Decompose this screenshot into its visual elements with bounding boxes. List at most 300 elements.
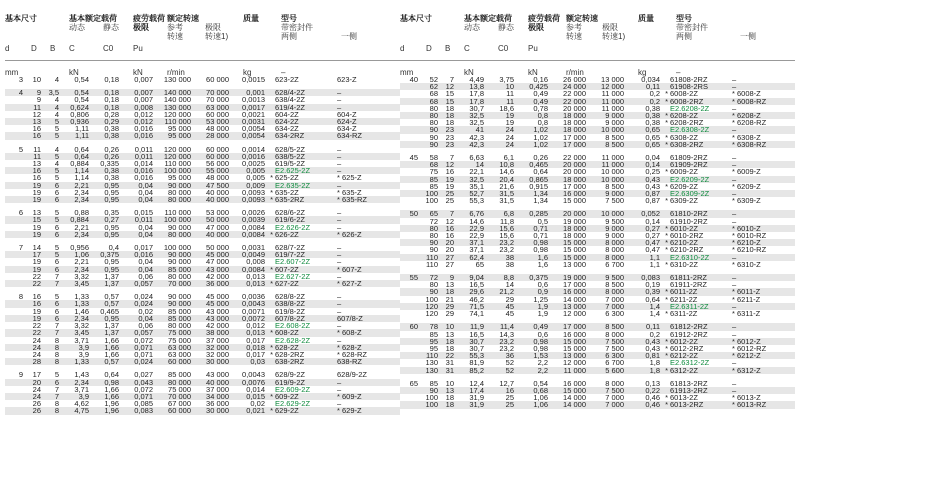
cell-Pu: 0,5 <box>537 217 548 225</box>
cell-Pu: 0,072 <box>134 336 153 344</box>
cell-Pu: 1,25 <box>533 295 548 303</box>
cell-Pu: 0,04 <box>121 266 155 273</box>
cell-d <box>400 105 420 112</box>
cell-D: 28 <box>25 358 43 365</box>
cell-marker <box>267 96 275 103</box>
cell-d <box>400 401 420 408</box>
cell-D: 90 <box>420 239 440 246</box>
cell-designation-1side: * 627-Z <box>337 280 400 287</box>
cell-d <box>5 174 25 181</box>
table-row <box>400 105 795 112</box>
table-row <box>5 111 400 118</box>
cell-Pu: 0,78 <box>533 104 548 113</box>
cell-D: 100 <box>425 295 438 303</box>
cell-C0: 29 <box>505 295 514 303</box>
cell-designation-2side: E2.6309-2Z <box>670 190 732 197</box>
cell-Pu: 0,71 <box>516 225 550 232</box>
cell-lim-speed: 37 000 <box>206 336 229 344</box>
cell-mass: 0,013 <box>231 280 267 287</box>
cell-C: 0,64 <box>74 145 89 153</box>
cell-d <box>400 310 420 317</box>
cell-lim-speed: 47 500 <box>193 182 231 189</box>
cell-d <box>400 98 420 105</box>
cell-lim-speed: 53 000 <box>193 118 231 125</box>
cell-designation-2side: E2.608-2Z <box>275 322 311 330</box>
cell-ref-speed: 17 000 <box>563 182 586 191</box>
cell-ref-speed: 80 000 <box>168 272 191 281</box>
cell-Pu: 0,04 <box>121 196 155 203</box>
cell-Pu: 0,072 <box>134 385 153 393</box>
cell-B: 8 <box>43 358 61 365</box>
cell-C0: 0,335 <box>100 160 119 168</box>
table-row <box>5 96 400 103</box>
cell-C0: 45 <box>486 303 516 310</box>
cell-B: 5 <box>43 251 61 258</box>
cell-d <box>5 111 25 118</box>
cell-C0: 0,95 <box>91 196 121 203</box>
cell-marker <box>662 76 670 83</box>
basic-dims-label: 基本尺寸 <box>5 14 37 23</box>
cell-mass: 0,2 <box>649 90 660 98</box>
cell-C0: 0,57 <box>91 300 121 307</box>
cell-D: 95 <box>429 344 438 353</box>
cell-Pu: 0,007 <box>134 76 153 84</box>
table-row <box>400 83 795 90</box>
cell-lim-speed: 10 000 <box>601 168 624 176</box>
cell-D: 19 <box>25 315 43 322</box>
cell-Pu: 0,98 <box>533 344 548 353</box>
cell-ref-speed: 130 000 <box>163 76 191 84</box>
cell-ref-speed: 17 000 <box>563 133 586 141</box>
cell-marker <box>662 281 670 288</box>
cell-B: 5 <box>54 174 59 182</box>
cell-C: 31,9 <box>469 394 484 402</box>
cell-lim-speed: 8 500 <box>605 133 624 141</box>
cell-mass: 0,46 <box>626 401 662 408</box>
cell-mass: 0,65 <box>645 133 660 141</box>
cell-d <box>400 161 420 168</box>
cell-C0: 15,6 <box>486 225 516 232</box>
cell-ref-speed: 24 000 <box>550 83 588 90</box>
table-row <box>5 174 400 181</box>
table-row <box>5 216 400 223</box>
cell-lim-speed: 7 000 <box>605 394 624 402</box>
cell-Pu: 1,06 <box>533 394 548 402</box>
cell-Pu: 0,375 <box>516 274 550 281</box>
cell-mass: 0,47 <box>626 239 662 246</box>
cell-C0: 12,7 <box>499 379 514 387</box>
cell-Pu: 0,016 <box>121 167 155 174</box>
col-d: d <box>5 44 10 53</box>
cell-D: 130 <box>425 359 438 367</box>
cell-C: 0,64 <box>61 153 91 160</box>
cell-B: 5 <box>43 216 61 223</box>
cell-designation-1side: – <box>337 216 400 223</box>
cell-lim-speed: 7 500 <box>605 344 624 353</box>
cell-designation-2side: 61911-2RZ <box>670 281 707 289</box>
cell-designation-2side: 6310-2Z <box>670 260 698 269</box>
cell-designation-1side: * 6011-Z <box>732 288 795 295</box>
cell-designation-2side: 61812-2RZ <box>670 323 732 330</box>
cell-C: 81,9 <box>469 359 484 367</box>
cell-d <box>5 300 25 307</box>
cell-B: 7 <box>54 385 59 393</box>
cell-Pu: 0,8 <box>537 119 548 127</box>
cell-designation-2side: 6211-2Z <box>670 295 698 303</box>
cell-designation-1side: 623-Z <box>337 76 357 84</box>
cell-B: 8 <box>54 400 59 408</box>
cell-Pu: 0,015 <box>134 209 153 217</box>
table-row <box>5 118 400 125</box>
cell-C: 1,14 <box>61 167 91 174</box>
cell-B: 18 <box>440 112 456 119</box>
cell-mass: 0,005 <box>231 167 267 174</box>
cell-Pu: 0,024 <box>121 300 155 307</box>
cell-Pu: 0,98 <box>533 246 548 254</box>
cell-designation-1side: – <box>337 307 342 315</box>
cell-designation-2side: 6010-2Z <box>670 225 732 232</box>
cell-C0: 20,4 <box>486 176 516 183</box>
cell-D: 110 <box>426 260 438 269</box>
cell-D: 9 <box>36 96 41 104</box>
cell-designation-2side: 6013-2RZ <box>670 401 732 408</box>
cell-marker <box>267 118 275 125</box>
table-row <box>5 386 400 393</box>
cell-mass: 0,0071 <box>242 307 265 315</box>
table-row <box>5 337 400 344</box>
unit-dash: – <box>281 68 286 77</box>
table-row <box>400 76 795 83</box>
cell-designation-1side: * 6208-Z <box>732 112 795 119</box>
cell-designation-2side: 619/5-2Z <box>275 160 306 168</box>
cell-C0: 1,66 <box>104 385 119 393</box>
cell-designation-2side: 628/5-2Z <box>275 145 306 153</box>
cell-C: 4,49 <box>469 76 484 84</box>
cell-Pu: 0,014 <box>134 160 153 168</box>
cell-designation-1side: * 608-Z <box>337 329 400 336</box>
unit-kN: kN <box>69 68 79 77</box>
table-row <box>400 154 795 161</box>
cell-Pu: 0,465 <box>516 161 550 168</box>
cell-B: 8 <box>43 407 61 414</box>
cell-B: 22 <box>440 352 456 359</box>
cell-ref-speed: 16 000 <box>550 288 588 295</box>
cell-C: 2,21 <box>61 182 91 189</box>
table-row <box>5 280 400 287</box>
col-B: B <box>50 44 56 53</box>
table-row <box>5 315 400 322</box>
cell-Pu: 0,49 <box>516 323 550 330</box>
cell-designation-1side: – <box>732 161 795 168</box>
cell-mass: 0,052 <box>626 210 662 217</box>
cell-B: 18 <box>445 394 454 402</box>
table-row <box>5 351 400 358</box>
cell-D: 120 <box>425 310 438 318</box>
cell-designation-1side: – <box>337 209 342 217</box>
cell-d <box>400 261 420 268</box>
cell-designation-2side: 6208-2RZ <box>670 119 704 127</box>
cell-C: 3,9 <box>61 393 91 400</box>
cell-C: 16,5 <box>469 281 484 289</box>
cell-C0: 1,66 <box>91 393 121 400</box>
cell-d: 65 <box>409 379 418 387</box>
cell-marker: * <box>662 239 670 246</box>
cell-designation-1side: * 607-Z <box>337 266 400 273</box>
table-row <box>400 310 795 317</box>
table-row <box>5 196 400 203</box>
cell-lim-speed: 6 700 <box>605 260 624 269</box>
cell-lim-speed: 56 000 <box>206 160 229 168</box>
cell-d <box>5 216 25 223</box>
cell-d <box>5 337 25 344</box>
cell-d <box>5 351 25 358</box>
cell-mass: 0,0021 <box>242 110 265 119</box>
cell-lim-speed: 9 000 <box>588 225 626 232</box>
cell-lim-speed: 70 000 <box>193 89 231 96</box>
cell-D: 19 <box>25 182 43 189</box>
cell-designation-1side: * 6008-RZ <box>732 98 795 105</box>
cell-lim-speed: 50 000 <box>193 216 231 223</box>
cell-mass: 0,38 <box>626 112 662 119</box>
unit-dash: – <box>676 68 681 77</box>
cell-B: 6 <box>43 182 61 189</box>
cell-C0: 25 <box>505 394 514 402</box>
cell-B: 16 <box>445 168 454 176</box>
table-row <box>400 338 795 345</box>
cell-C: 0,884 <box>70 160 89 168</box>
table-body <box>5 76 400 415</box>
cell-Pu: 0,024 <box>134 293 153 301</box>
cell-B: 29 <box>445 310 454 318</box>
table-row <box>5 189 400 196</box>
cell-lim-speed: 8 000 <box>588 288 626 295</box>
cell-designation-1side: – <box>337 153 400 160</box>
cell-designation-1side: – <box>337 258 342 266</box>
cell-C: 0,624 <box>61 104 91 111</box>
cell-Pu: 0,085 <box>134 400 153 408</box>
unit-rmin: r/min <box>167 68 185 77</box>
cell-Pu: 0,68 <box>516 387 550 394</box>
cell-d <box>400 254 420 261</box>
cell-C0: 52 <box>505 359 514 367</box>
cell-lim-speed: 8 000 <box>588 254 626 261</box>
cell-C: 37,1 <box>456 239 486 246</box>
cell-C: 30,7 <box>469 344 484 353</box>
cell-ref-speed: 100 000 <box>155 216 193 223</box>
cell-ref-speed: 85 000 <box>168 371 191 379</box>
cell-D: 68 <box>420 98 440 105</box>
cell-D: 100 <box>425 197 438 205</box>
cell-C0: 0,28 <box>104 110 119 119</box>
cell-d: 60 <box>400 323 420 330</box>
unit-kN2: kN <box>133 68 143 77</box>
cell-Pu: 0,425 <box>516 83 550 90</box>
cell-designation-2side: 61910-2RZ <box>670 217 708 225</box>
cell-mass: 0,013 <box>231 329 267 336</box>
cell-Pu: 0,071 <box>134 350 153 359</box>
cell-C0: 1,37 <box>104 272 119 281</box>
limiting-label: 极限 <box>205 23 221 32</box>
cell-B: 5 <box>43 167 61 174</box>
cell-d <box>5 407 25 414</box>
cell-ref-speed: 70 000 <box>155 280 193 287</box>
cell-lim-speed: 43 000 <box>206 371 229 379</box>
cell-designation-2side: E2.607-2Z <box>275 258 311 266</box>
cell-ref-speed: 63 000 <box>168 350 191 359</box>
cell-C0: 0,18 <box>91 104 121 111</box>
cell-C0: 19 <box>505 119 514 127</box>
cell-C0: 16 <box>486 387 516 394</box>
cell-D: 85 <box>429 330 438 338</box>
cell-designation-2side: E2.6311-2Z <box>670 303 732 310</box>
table-row <box>400 232 795 239</box>
cell-lim-speed: 10 000 <box>588 126 626 133</box>
table-row <box>5 371 400 378</box>
cell-d: 8 <box>18 293 23 301</box>
cell-designation-1side: – <box>732 104 737 113</box>
cell-designation-2side: 6311-2Z <box>670 310 698 318</box>
cell-designation-1side: – <box>337 385 342 393</box>
cell-lim-speed: 7 500 <box>588 338 626 345</box>
cell-D: 100 <box>420 190 440 197</box>
cell-C: 14 <box>456 161 486 168</box>
one-side-label: 一侧 <box>740 32 756 41</box>
cell-Pu: 0,007 <box>134 96 153 104</box>
cell-lim-speed: 60 000 <box>193 153 231 160</box>
cell-mass: 0,018 <box>231 344 267 351</box>
cell-mass: 0,0076 <box>231 379 267 386</box>
cell-mass: 0,14 <box>626 161 662 168</box>
cell-B: 4 <box>54 76 59 84</box>
cell-designation-2side: E2.6209-2Z <box>670 176 732 183</box>
limit-label: 极限 <box>133 23 149 32</box>
cell-mass: 0,11 <box>626 323 662 330</box>
cell-C0: 10 <box>486 83 516 90</box>
cell-ref-speed: 110 000 <box>164 160 191 168</box>
cell-C0: 1,66 <box>104 336 119 344</box>
table-row <box>400 345 795 352</box>
cell-designation-1side: – <box>732 217 737 225</box>
cell-C: 22,9 <box>456 225 486 232</box>
cell-designation-1side: * 6308-Z <box>732 133 761 141</box>
cell-B: 6 <box>43 379 61 386</box>
cell-ref-speed: 90 000 <box>155 251 193 258</box>
cell-lim-speed: 34 000 <box>193 393 231 400</box>
cell-ref-speed: 85 000 <box>155 266 193 273</box>
cell-mass: 0,0036 <box>242 293 265 301</box>
cell-D: 80 <box>429 232 438 240</box>
cell-D: 16 <box>25 300 43 307</box>
cell-C: 30,7 <box>469 104 484 113</box>
cell-d <box>5 96 25 103</box>
cell-designation-2side: 6308-2RZ <box>670 141 732 148</box>
cell-B: 12 <box>440 161 456 168</box>
cell-C0: 15,6 <box>499 232 514 240</box>
cell-marker: * <box>665 232 668 240</box>
cell-designation-2side: 6308-2Z <box>670 133 698 141</box>
cell-lim-speed: 38 000 <box>193 329 231 336</box>
cell-mass: 0,0054 <box>242 125 265 133</box>
cell-d: 9 <box>18 371 23 379</box>
cell-C: 46,2 <box>469 295 484 303</box>
cell-lim-speed: 45 000 <box>193 300 231 307</box>
cell-designation-2side: 624-2Z <box>275 118 337 125</box>
cell-C0: 10,8 <box>486 161 516 168</box>
table-row <box>400 367 795 374</box>
cell-Pu: 0,012 <box>134 110 153 119</box>
cell-designation-2side: E2.626-2Z <box>275 223 311 231</box>
cell-C: 71,5 <box>456 303 486 310</box>
cell-d <box>5 400 25 407</box>
cell-d <box>400 352 420 359</box>
cell-D: 16 <box>32 174 41 182</box>
cell-ref-speed: 14 000 <box>563 394 586 402</box>
cell-marker <box>662 303 670 310</box>
cell-designation-2side: 609-2Z <box>275 393 337 400</box>
table-row <box>400 141 795 148</box>
cell-C0: 21,6 <box>499 182 514 191</box>
cell-mass: 0,009 <box>231 182 267 189</box>
cell-B: 7 <box>54 272 59 281</box>
cell-B: 6 <box>54 307 59 315</box>
cell-designation-1side: * 6308-RZ <box>732 141 795 148</box>
cell-C: 35,1 <box>469 182 484 191</box>
cell-marker <box>267 167 275 174</box>
cell-C: 74,1 <box>469 310 484 318</box>
table-row <box>400 210 795 217</box>
cell-ref-speed: 18 000 <box>550 225 588 232</box>
cell-C0: 0,375 <box>91 251 121 258</box>
cell-Pu: 0,71 <box>533 232 548 240</box>
cell-mass: 0,27 <box>626 225 662 232</box>
table-row <box>400 281 795 288</box>
limiting-speed-label: 转速1) <box>205 32 229 41</box>
cell-D: 24 <box>32 336 41 344</box>
cell-C: 4,75 <box>61 407 91 414</box>
cell-designation-1side: – <box>732 126 795 133</box>
cell-marker <box>267 400 275 407</box>
cell-ref-speed: 63 000 <box>155 344 193 351</box>
cell-B: 31 <box>445 359 454 367</box>
cell-B: 5 <box>43 132 61 139</box>
cell-designation-2side: 6010-2RZ <box>670 232 704 240</box>
cell-D: 85 <box>429 182 438 191</box>
cell-designation-1side: * 628-RZ <box>337 350 368 359</box>
cell-lim-speed: 8 500 <box>588 141 626 148</box>
cell-C: 17,8 <box>469 90 484 98</box>
cell-marker: * <box>662 338 670 345</box>
cell-d <box>400 232 420 239</box>
cell-marker: * <box>662 112 670 119</box>
cell-C0: 0,57 <box>91 358 121 365</box>
cell-mass: 0,005 <box>246 174 265 182</box>
cell-designation-2side: 61909-2RZ <box>670 161 732 168</box>
cell-lim-speed: 8 500 <box>605 281 624 289</box>
cell-C0: 1,96 <box>104 400 119 408</box>
table-row <box>400 359 795 366</box>
cell-d <box>400 367 420 374</box>
cell-designation-2side: 628/7-2Z <box>275 244 306 252</box>
cell-C0: 23,2 <box>499 246 514 254</box>
cell-C0: 23,2 <box>499 344 514 353</box>
cell-C0: 14,3 <box>499 330 514 338</box>
cell-lim-speed: 11 000 <box>601 154 624 162</box>
cell-B: 10 <box>445 379 454 387</box>
cell-marker: * <box>662 352 670 359</box>
cell-C: 32,5 <box>456 176 486 183</box>
cell-C0: 1,37 <box>104 322 119 330</box>
cell-mass: 0,034 <box>641 76 660 84</box>
